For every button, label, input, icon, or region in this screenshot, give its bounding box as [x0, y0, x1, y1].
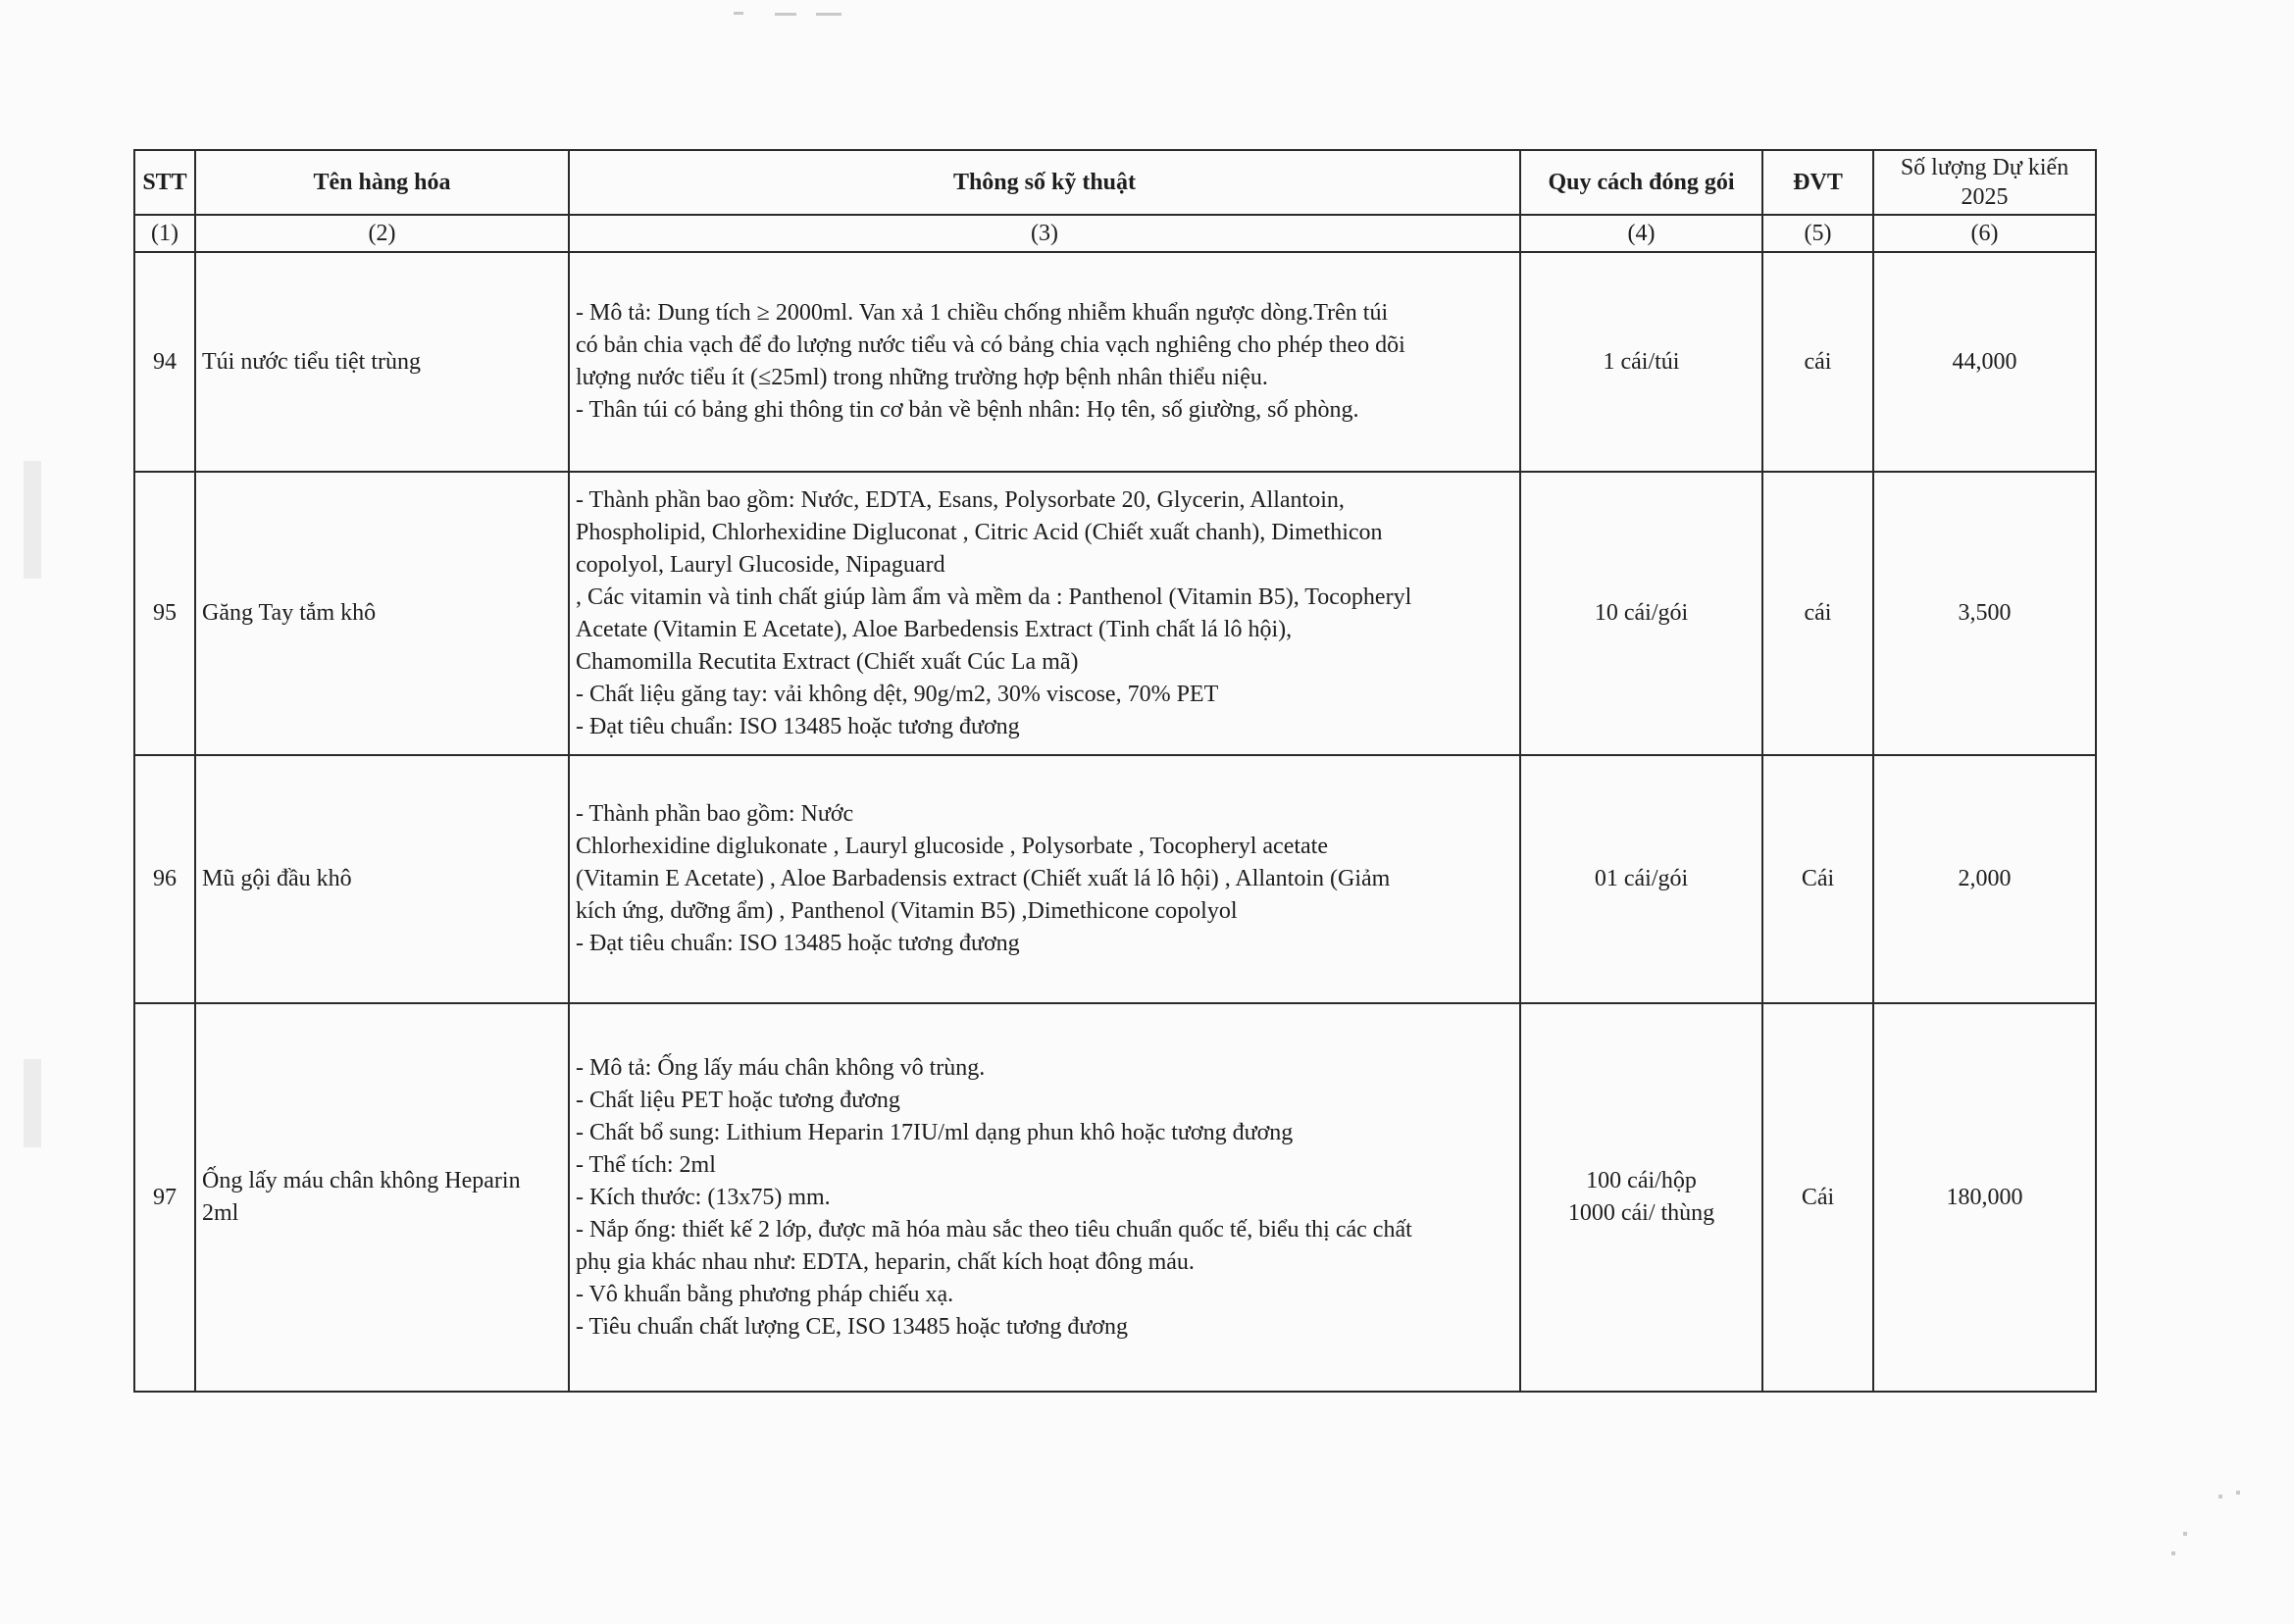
row-name: Mũ gội đầu khô [195, 755, 569, 1003]
row-name: Túi nước tiểu tiệt trùng [195, 252, 569, 472]
spec-line: - Nắp ống: thiết kế 2 lớp, được mã hóa màu sắc theo tiêu chuẩn quốc tế, biểu thị các chất [576, 1216, 1412, 1243]
table-row [134, 755, 2096, 1003]
packing-line: 10 cái/gói [1594, 600, 1689, 626]
scan-mark [2218, 1495, 2222, 1498]
row-spec [569, 472, 1520, 755]
spec-line: copolyol, Lauryl Glucoside, Nipaguard [576, 551, 945, 578]
spec-line: - Thành phần bao gồm: Nước, EDTA, Esans, Polysorbate 20, Glycerin, Allantoin, [576, 486, 1345, 513]
scan-mark [775, 13, 796, 16]
row-stt: 97 [134, 1003, 195, 1392]
spec-line: Chamomilla Recutita Extract (Chiết xuất Cúc La mã) [576, 648, 1079, 675]
spec-line: phụ gia khác nhau như: EDTA, heparin, chất kích hoạt đông máu. [576, 1248, 1195, 1275]
column-number: (6) [1873, 215, 2096, 252]
header-stt: STT [134, 150, 195, 215]
scan-mark [734, 12, 743, 15]
header-unit: ĐVT [1762, 150, 1873, 215]
row-name: Găng Tay tắm khô [195, 472, 569, 755]
table-row [134, 472, 2096, 755]
spec-line: lượng nước tiểu ít (≤25ml) trong những trường hợp bệnh nhân thiểu niệu. [576, 365, 1268, 390]
spec-line: - Đạt tiêu chuẩn: ISO 13485 hoặc tương đương [576, 713, 1020, 739]
row-stt: 95 [134, 472, 195, 755]
packing-line: 100 cái/hộp [1586, 1168, 1697, 1193]
packing-line: 1000 cái/ thùng [1567, 1200, 1715, 1226]
spec-line: - Tiêu chuẩn chất lượng CE, ISO 13485 hoặc tương đương [576, 1313, 1129, 1340]
row-quantity: 3,500 [1873, 472, 2096, 755]
row-unit: cái [1762, 252, 1873, 472]
row-packing [1520, 472, 1762, 755]
row-unit: Cái [1762, 755, 1873, 1003]
header-packing: Quy cách đóng gói [1520, 150, 1762, 215]
row-quantity: 44,000 [1873, 252, 2096, 472]
row-packing [1520, 755, 1762, 1003]
spec-line: - Đạt tiêu chuẩn: ISO 13485 hoặc tương đương [576, 931, 1020, 956]
spec-line: - Kích thước: (13x75) mm. [576, 1184, 831, 1210]
row-stt: 96 [134, 755, 195, 1003]
scan-mark [816, 13, 841, 16]
scan-mark [2183, 1532, 2187, 1536]
row-quantity: 2,000 [1873, 755, 2096, 1003]
spec-line: - Chất bổ sung: Lithium Heparin 17IU/ml dạng phun khô hoặc tương đương [576, 1119, 1294, 1145]
column-number: (2) [195, 215, 569, 252]
scan-mark [2171, 1551, 2175, 1555]
spec-line: - Mô tả: Ống lấy máu chân không vô trùng. [576, 1054, 986, 1081]
spec-line: có bản chia vạch để đo lượng nước tiểu và có bảng chia vạch nghiêng cho phép theo dõi [576, 332, 1405, 358]
header-quantity: Số lượng Dự kiến 2025 [1873, 150, 2096, 215]
row-unit: Cái [1762, 1003, 1873, 1392]
spec-line: (Vitamin E Acetate) , Aloe Barbadensis extract (Chiết xuất lá lô hội) , Allantoin (Giảm [576, 866, 1391, 891]
row-spec [569, 252, 1520, 472]
spec-line: - Thân túi có bảng ghi thông tin cơ bản về bệnh nhân: Họ tên, số giường, số phòng. [576, 397, 1359, 423]
column-number: (4) [1520, 215, 1762, 252]
row-stt: 94 [134, 252, 195, 472]
scan-mark [2236, 1491, 2240, 1495]
spec-line: , Các vitamin và tinh chất giúp làm ẩm và mềm da : Panthenol (Vitamin B5), Tocopheryl [576, 584, 1412, 610]
header-spec: Thông số kỹ thuật [569, 150, 1520, 215]
spec-line: Chlorhexidine diglukonate , Lauryl glucoside , Polysorbate , Tocopheryl acetate [576, 834, 1329, 859]
header-row [134, 150, 2096, 215]
spec-line: - Chất liệu PET hoặc tương đương [576, 1087, 900, 1113]
column-number: (1) [134, 215, 195, 252]
goods-table [133, 149, 2097, 1393]
row-name: Ống lấy máu chân không Heparin 2ml [195, 1003, 569, 1392]
spec-line: - Vô khuẩn bằng phương pháp chiếu xạ. [576, 1281, 954, 1307]
spec-line: Phospholipid, Chlorhexidine Digluconat , Citric Acid (Chiết xuất chanh), Dimethicon [576, 519, 1383, 545]
column-number: (3) [569, 215, 1520, 252]
row-unit: cái [1762, 472, 1873, 755]
table-row [134, 1003, 2096, 1392]
row-quantity: 180,000 [1873, 1003, 2096, 1392]
column-number: (5) [1762, 215, 1873, 252]
spec-line: - Thành phần bao gồm: Nước [576, 801, 854, 827]
row-spec [569, 1003, 1520, 1392]
spec-line: - Thể tích: 2ml [576, 1151, 716, 1178]
scan-shadow [24, 461, 41, 579]
row-packing [1520, 252, 1762, 472]
header-name: Tên hàng hóa [195, 150, 569, 215]
packing-line: 1 cái/túi [1603, 348, 1680, 375]
spec-line: - Mô tả: Dung tích ≥ 2000ml. Van xả 1 chiều chống nhiễm khuẩn ngược dòng.Trên túi [576, 300, 1389, 326]
spec-line: - Chất liệu găng tay: vải không dệt, 90g/m2, 30% viscose, 70% PET [576, 681, 1219, 707]
column-number-row [134, 215, 2096, 252]
table-row [134, 252, 2096, 472]
row-packing [1520, 1003, 1762, 1392]
scan-shadow [24, 1059, 41, 1147]
row-spec [569, 755, 1520, 1003]
packing-line: 01 cái/gói [1594, 866, 1689, 891]
spec-line: kích ứng, dưỡng ẩm) , Panthenol (Vitamin B5) ,Dimethicone copolyol [576, 898, 1238, 924]
spec-line: Acetate (Vitamin E Acetate), Aloe Barbedensis Extract (Tinh chất lá lô hội), [576, 616, 1293, 642]
